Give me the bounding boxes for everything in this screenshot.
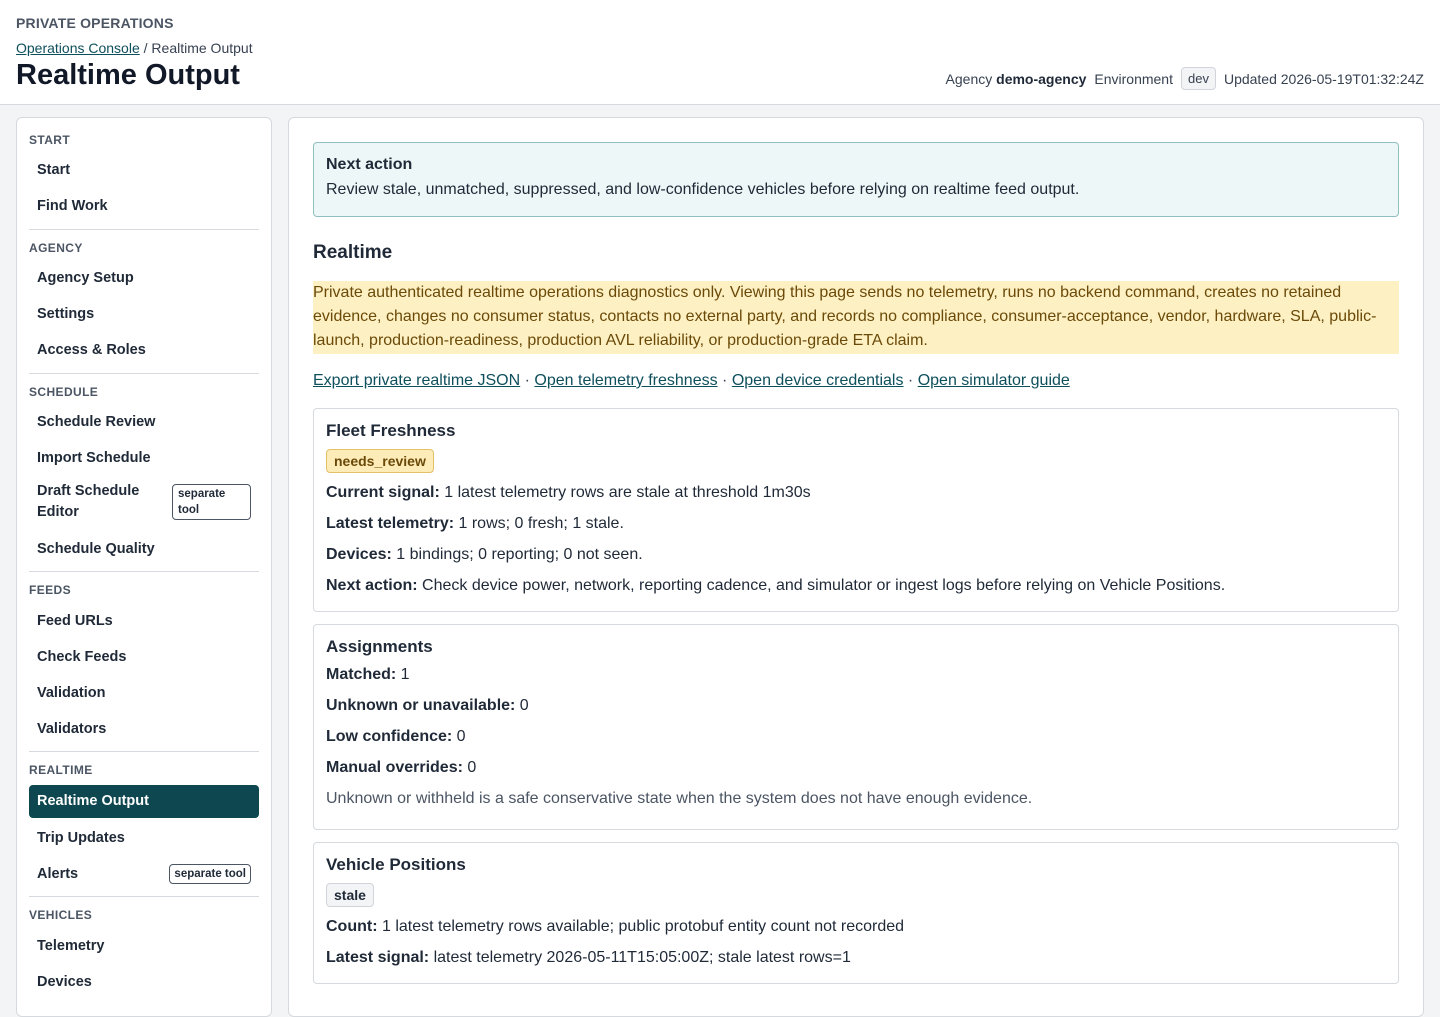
nav-group-schedule [29, 378, 259, 572]
separate-tool-badge: separate tool [172, 484, 251, 520]
next-action-text: Review stale, unmatched, suppressed, and low-confidence vehicles before relying on realtime feed output. [326, 181, 1080, 198]
sidebar-item-realtime-output[interactable]: Realtime Output [29, 785, 259, 818]
assignments-row-unknown: Unknown or unavailable: 0 [326, 697, 529, 714]
nav-group-agency [29, 234, 259, 374]
device-credentials-link[interactable]: Open device credentials [731, 372, 904, 389]
sidebar-item-draft-schedule-editor[interactable]: Draft Schedule Editor separate tool [29, 477, 259, 527]
nav-heading: FEEDS [29, 583, 72, 598]
fleet-row-next-action: Next action: Check device power, network, reporting cadence, and simulator or ingest logs before relying on Vehicle Positions. [326, 577, 1226, 594]
status-badge: stale [326, 883, 374, 907]
nav-heading: REALTIME [29, 763, 93, 778]
assignments-row-low-confidence: Low confidence: 0 [326, 728, 466, 745]
link-separator: · [903, 372, 918, 389]
nav-group-feeds [29, 576, 259, 752]
main-content [288, 117, 1424, 1017]
sidebar-item-devices[interactable]: Devices [37, 973, 92, 990]
nav-heading: SCHEDULE [29, 385, 99, 399]
fleet-row-devices: Devices: 1 bindings; 0 reporting; 0 not seen. [326, 546, 643, 563]
link-separator: · [520, 372, 535, 389]
nav-heading: START [29, 133, 71, 147]
card-title: Fleet Freshness [326, 421, 456, 440]
assignments-note: Unknown or withheld is a safe conservative state when the system does not have enough evidence. [326, 790, 1033, 807]
app-eyebrow: PRIVATE OPERATIONS [16, 15, 174, 31]
assignments-row-matched: Matched: 1 [326, 666, 410, 683]
section-title-realtime: Realtime [313, 242, 393, 263]
fleet-freshness-card [313, 408, 1399, 612]
sidebar-item-schedule-review[interactable]: Schedule Review [37, 414, 156, 431]
card-title: Vehicle Positions [326, 855, 466, 874]
link-separator: · [717, 372, 732, 389]
environment-badge: dev [1181, 67, 1216, 90]
nav-group-vehicles [29, 901, 259, 1004]
fleet-row-latest-telemetry: Latest telemetry: 1 rows; 0 fresh; 1 stale. [326, 515, 624, 532]
sidebar-item-start[interactable]: Start [37, 162, 71, 179]
sidebar-item-validation[interactable]: Validation [37, 684, 106, 701]
status-badge: needs_review [326, 449, 434, 473]
nav-heading: AGENCY [29, 241, 83, 255]
breadcrumb-link-operations-console[interactable]: Operations Console [16, 40, 140, 56]
agency-label: Agency [945, 70, 993, 87]
nav-group-realtime [29, 756, 259, 897]
sidebar-item-schedule-quality[interactable]: Schedule Quality [37, 540, 155, 557]
sidebar-item-find-work[interactable]: Find Work [37, 198, 108, 215]
sidebar-item-import-schedule[interactable]: Import Schedule [37, 450, 151, 467]
vehicle-positions-card [313, 842, 1399, 984]
action-links [313, 372, 1399, 390]
next-action-title: Next action [326, 156, 413, 173]
agency-value: demo-agency [996, 70, 1087, 87]
breadcrumb [16, 40, 253, 56]
card-title: Assignments [326, 637, 433, 656]
sidebar-item-settings[interactable]: Settings [37, 306, 95, 323]
vehicle-positions-row-latest-signal: Latest signal: latest telemetry 2026-05-11T15:05:00Z; stale latest rows=1 [326, 949, 851, 966]
sidebar-item-validators[interactable]: Validators [37, 720, 107, 737]
vehicle-positions-row-count: Count: 1 latest telemetry rows available; public protobuf entity count not recorded [326, 918, 905, 935]
breadcrumb-current: Realtime Output [151, 40, 253, 56]
fleet-row-current-signal: Current signal: 1 latest telemetry rows are stale at threshold 1m30s [326, 484, 811, 501]
context-meta [946, 67, 1424, 90]
simulator-guide-link[interactable]: Open simulator guide [917, 372, 1070, 389]
separate-tool-badge: separate tool [169, 864, 251, 884]
top-header [0, 0, 1440, 105]
sidebar-item-access-roles[interactable]: Access & Roles [37, 342, 146, 359]
export-json-link[interactable]: Export private realtime JSON [313, 372, 521, 389]
sidebar-nav [16, 117, 272, 1017]
sidebar-item-check-feeds[interactable]: Check Feeds [37, 648, 127, 665]
sidebar-item-agency-setup[interactable]: Agency Setup [37, 270, 134, 287]
updated-timestamp: Updated 2026-05-19T01:32:24Z [1223, 70, 1424, 87]
assignments-row-manual-overrides: Manual overrides: 0 [326, 759, 477, 776]
sidebar-item-alerts[interactable]: Alerts separate tool [29, 856, 259, 892]
sidebar-item-telemetry[interactable]: Telemetry [37, 937, 105, 954]
environment-label: Environment [1094, 70, 1173, 87]
assignments-card [313, 624, 1399, 830]
breadcrumb-separator: / [139, 40, 152, 56]
telemetry-freshness-link[interactable]: Open telemetry freshness [534, 372, 718, 389]
nav-group-start [29, 126, 259, 230]
sidebar-item-trip-updates[interactable]: Trip Updates [37, 829, 125, 846]
next-action-callout [313, 142, 1399, 217]
sidebar-item-feed-urls[interactable]: Feed URLs [37, 612, 113, 629]
nav-heading: VEHICLES [29, 908, 93, 923]
page-title: Realtime Output [16, 59, 240, 91]
diagnostics-disclaimer: Private authenticated realtime operations diagnostics only. Viewing this page sends no telemetry, runs no backend command, creates no retained evidence, changes no consumer status, contacts no external party, and records no compliance, consumer-acceptance, vendor, hardware, SLA, public-launch, production-readiness, production AVL reliability, or production-grade ETA claim. [313, 281, 1399, 354]
